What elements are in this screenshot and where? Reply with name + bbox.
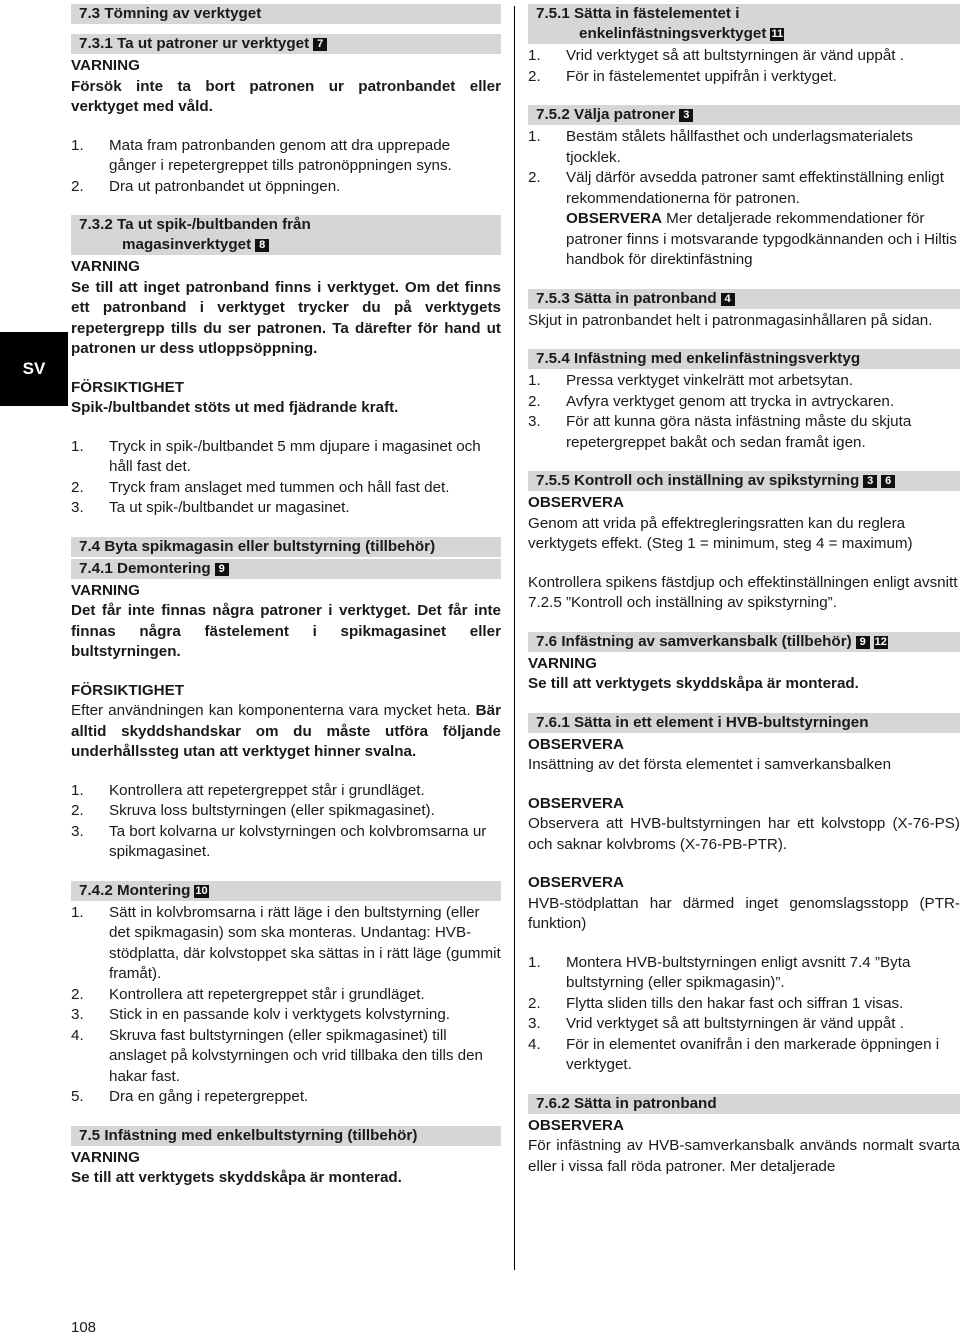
note-label: OBSERVERA <box>528 874 624 891</box>
heading-7-5-4: 7.5.4 Infästning med enkelinfästningsverktyg <box>528 349 960 369</box>
steps-list <box>528 46 960 87</box>
heading-7-5-3: 7.5.3 Sätta in patronband 4 <box>528 289 960 309</box>
steps-list <box>71 437 501 519</box>
list-item: 2. Dra ut patronbandet ut öppningen. <box>71 177 341 195</box>
caution-label: FÖRSIKTIGHET <box>71 378 185 396</box>
steps-list <box>71 903 501 1108</box>
warning-text: Se till att verktygets skyddskåpa är monterad. <box>71 1169 402 1186</box>
warning-text: Försök inte ta bort patronen ur patronbandet eller verktyget med våld. <box>71 77 501 115</box>
heading-7-3-2: 7.3.2 Ta ut spik-/bultbanden från magasinverktyget 8 <box>71 215 501 255</box>
caution-text: Efter användningen kan komponenterna vara mycket heta. Bär alltid skyddshandskar om du måste utföra följande underhållssteg utan att verktyget hinner svalna. <box>71 702 501 760</box>
steps-list <box>528 371 960 453</box>
warning-text: Det får inte finnas några patroner i verktyget. Det får inte finnas några fästelement i spikmagasinet eller bultstyrningen. <box>71 602 501 660</box>
figure-ref: 7 <box>313 38 327 51</box>
list-item: 2. Tryck fram anslaget med tummen och håll fast det. <box>71 478 450 496</box>
figure-ref: 10 <box>195 884 208 897</box>
list-item: 1. Sätt in kolvbromsarna i rätt läge i den bultstyrning (eller det spikmagasin) som ska monteras. Undantag: HVB-stödplatta, där kolvstoppet ska sättas in i rätt läge (gummit framåt). <box>71 903 501 982</box>
list-item: 1. Bestäm stålets hållfasthet och underlagsmaterialets tjocklek. <box>528 128 913 166</box>
note-text: HVB-stödplattan har därmed inget genomslagsstopp (PTR-funktion) <box>528 894 960 932</box>
list-item: 1. Pressa verktyget vinkelrätt mot arbetsytan. <box>528 372 853 389</box>
list-item: 3. Ta ut spik-/bultbandet ur magasinet. <box>71 499 350 516</box>
warning-label: VARNING <box>71 258 140 275</box>
warning-text: Se till att verktygets skyddskåpa är monterad. <box>528 675 859 692</box>
figure-ref: 12 <box>874 635 887 648</box>
list-item: 1. Tryck in spik-/bultbandet 5 mm djupare i magasinet och håll fast det. <box>71 437 481 475</box>
figure-ref: 11 <box>771 28 784 40</box>
figure-ref: 4 <box>721 293 735 306</box>
note-text: För infästning av HVB-samverkansbalk används normalt svarta eller i vissa fall röda patroner. Mer detaljerade <box>528 1137 960 1175</box>
list-item: 5. Dra en gång i repetergreppet. <box>71 1088 309 1105</box>
figure-ref: 3 <box>863 475 877 488</box>
note-text: Insättning av det första elementet i samverkansbalken <box>528 756 892 773</box>
figure-ref: 8 <box>255 239 269 252</box>
note-label: OBSERVERA <box>528 735 624 753</box>
note-text: Observera att HVB-bultstyrningen har ett kolvstopp (X-76-PS) och saknar kolvbroms (X-76-PB-PTR). <box>528 815 960 853</box>
warning-label: VARNING <box>528 654 597 672</box>
column-divider <box>514 6 515 1270</box>
heading-7-5: 7.5 Infästning med enkelbultstyrning (tillbehör) <box>71 1126 501 1146</box>
paragraph: Kontrollera spikens fästdjup och effektinställningen enligt avsnitt 7.2.5 ”Kontroll och inställning av spikstyrning”. <box>528 573 958 611</box>
list-item: 3. Ta bort kolvarna ur kolvstyrningen och kolvbromsarna ur spikmagasinet. <box>71 822 487 860</box>
heading-7-5-2: 7.5.2 Välja patroner 3 <box>528 105 960 125</box>
heading-7-4-1: 7.4.1 Demontering 9 <box>71 559 501 579</box>
heading-7-3: 7.3 Tömning av verktyget <box>71 4 501 24</box>
list-item: 1. Kontrollera att repetergreppet står i grundläget. <box>71 781 425 799</box>
list-item: 3. Stick in en passande kolv i verktygets kolvstyrning. <box>71 1006 451 1023</box>
list-item: 1. Vrid verktyget så att bultstyrningen är vänd uppåt . <box>528 47 904 64</box>
steps-list <box>71 781 501 863</box>
figure-ref: 3 <box>679 109 693 122</box>
page-number: 108 <box>71 1319 97 1336</box>
note-label: OBSERVERA <box>528 1116 624 1134</box>
warning-label: VARNING <box>71 581 140 599</box>
list-item: 4. För in elementet ovanifrån i den markerade öppningen i verktyget. <box>528 1035 940 1073</box>
note-text: Genom att vrida på effektregleringsratten kan du reglera verktygets effekt. (Steg 1 = minimum, steg 4 = maximum) <box>528 514 913 552</box>
heading-7-5-1: 7.5.1 Sätta in fästelementet i enkelinfästningsverktyget 11 <box>528 4 960 44</box>
heading-7-6-1: 7.6.1 Sätta in ett element i HVB-bultstyrningen <box>528 713 960 733</box>
language-tab: SV <box>0 332 68 406</box>
list-item: 1. Montera HVB-bultstyrningen enligt avsnitt 7.4 ”Byta bultstyrning (eller spikmagasin)”. <box>528 953 911 991</box>
figure-ref: 9 <box>215 563 229 576</box>
note-label: OBSERVERA <box>528 794 624 812</box>
list-item: 4. Skruva fast bultstyrningen (eller spikmagasinet) till anslaget på kolvstyrningen och vrid tillbaka den tills den hakar fast. <box>71 1026 483 1085</box>
list-item: 2. Flytta sliden tills den hakar fast och siffran 1 visas. <box>528 994 904 1012</box>
heading-7-6-2: 7.6.2 Sätta in patronband <box>528 1094 960 1114</box>
right-column <box>528 4 960 1177</box>
note-label: OBSERVERA <box>528 494 624 511</box>
list-item: 2. Skruva loss bultstyrningen (eller spikmagasinet). <box>71 802 435 819</box>
left-column <box>71 4 501 1189</box>
heading-7-4-2: 7.4.2 Montering 10 <box>71 881 501 901</box>
steps-list <box>528 953 960 1076</box>
warning-text: Se till att inget patronband finns i verktyget. Om det finns ett patronband i verktyget trycker du på verktygets repetergrepp tills du ser patronen. Ta därefter för hand ut patronen ur dess utloppsöppning. <box>71 278 501 357</box>
list-item: 3. Vrid verktyget så att bultstyrningen är vänd uppåt . <box>528 1015 904 1032</box>
warning-label: VARNING <box>71 1148 140 1166</box>
list-item: 3. För att kunna göra nästa infästning måste du skjuta repetergreppet bakåt och sedan framåt igen. <box>528 413 912 451</box>
list-item: 2. För in fästelementet uppifrån i verktyget. <box>528 67 837 85</box>
heading-7-4: 7.4 Byta spikmagasin eller bultstyrning (tillbehör) <box>71 537 501 557</box>
list-item: 2. Kontrollera att repetergreppet står i grundläget. <box>71 985 425 1003</box>
caution-text: Spik-/bultbandet stöts ut med fjädrande kraft. <box>71 399 399 416</box>
heading-7-6: 7.6 Infästning av samverkansbalk (tillbehör) 9 12 <box>528 632 960 652</box>
warning-label: VARNING <box>71 57 140 74</box>
heading-7-5-5: 7.5.5 Kontroll och inställning av spikstyrning 3 6 <box>528 471 960 491</box>
list-item: 2. Avfyra verktyget genom att trycka in avtryckaren. <box>528 392 895 410</box>
steps-list <box>528 127 960 271</box>
figure-ref: 6 <box>881 475 895 488</box>
heading-7-3-1: 7.3.1 Ta ut patroner ur verktyget 7 <box>71 34 501 54</box>
list-item: 1. Mata fram patronbanden genom att dra upprepade gånger i repetergreppet tills patronöppningen syns. <box>71 136 452 174</box>
list-item: 2. Välj därför avsedda patroner samt effektinställning enligt rekommendationerna för patronen. OBSERVERA Mer detaljerade rekommendationer för patroner finns i motsvarande typgodkännanden och i Hiltis handbok för direktinfästning <box>528 169 957 268</box>
figure-ref: 9 <box>856 636 870 649</box>
steps-list <box>71 136 501 198</box>
caution-label: FÖRSIKTIGHET <box>71 681 185 699</box>
paragraph: Skjut in patronbandet helt i patronmagasinhållaren på sidan. <box>528 311 933 329</box>
